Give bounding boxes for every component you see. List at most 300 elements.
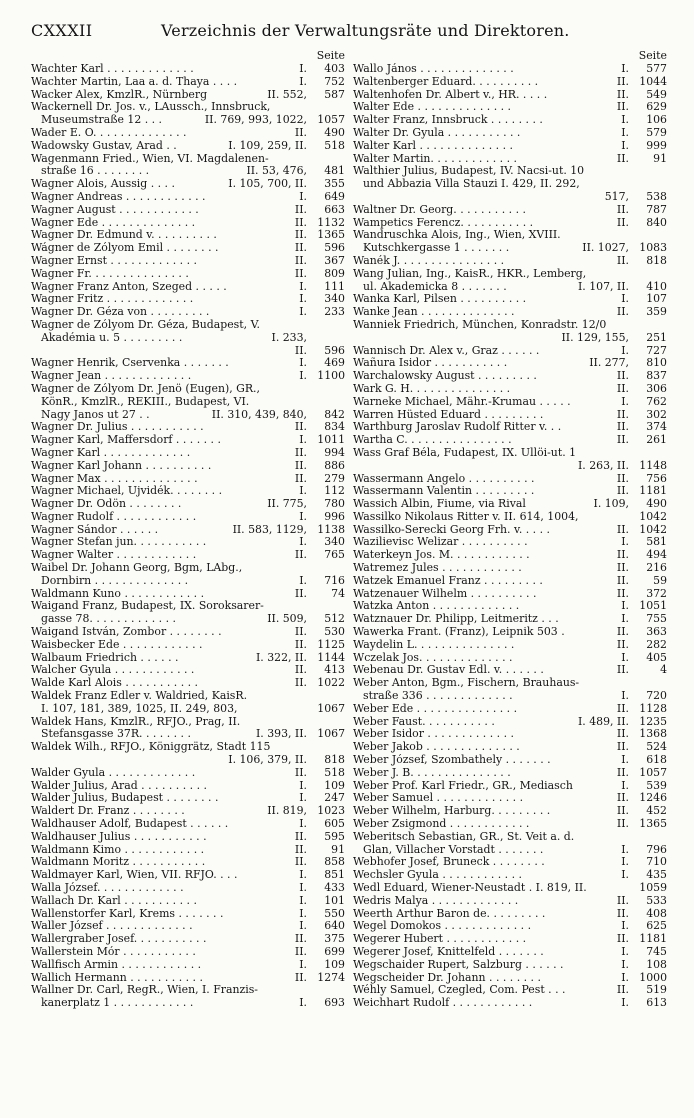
directory-entry bbox=[353, 908, 667, 921]
entry-volume-ref: II. bbox=[616, 574, 629, 587]
entry-continuation bbox=[31, 703, 345, 716]
directory-entry bbox=[31, 920, 345, 933]
entry-page: 756 bbox=[646, 472, 667, 485]
entry-volume-ref: II. 310, 439, 840, bbox=[211, 408, 307, 421]
directory-entry bbox=[31, 524, 345, 537]
entry-page: 538 bbox=[646, 190, 667, 203]
entry-continuation bbox=[31, 165, 345, 178]
entry-volume-ref: I. bbox=[299, 293, 307, 306]
entry-volume-ref: II. bbox=[616, 792, 629, 805]
entry-volume-ref: I. bbox=[621, 536, 629, 549]
directory-entry bbox=[31, 485, 345, 498]
entry-name: Wágner de Zólyom Emil . . . . . . . . bbox=[31, 242, 219, 255]
entry-name: Wagner Karl . . . . . . . . . . . . . bbox=[31, 446, 191, 459]
directory-entry bbox=[31, 664, 345, 677]
directory-entry bbox=[353, 268, 667, 281]
entry-name: Wadowsky Gustav, Arad . . bbox=[31, 139, 177, 152]
directory-entry bbox=[353, 76, 667, 89]
entry-volume-ref: I. bbox=[299, 510, 307, 523]
entry-name: Waibel Dr. Johann Georg, Bgm, LAbg., bbox=[31, 562, 243, 575]
entry-page: 996 bbox=[324, 510, 345, 523]
entry-volume-ref: I. bbox=[621, 126, 629, 139]
entry-continuation bbox=[353, 178, 667, 191]
directory-entry bbox=[353, 716, 667, 729]
entry-page: 837 bbox=[646, 370, 667, 383]
directory-entry bbox=[31, 767, 345, 780]
entry-page: 587 bbox=[324, 88, 345, 101]
page-title: Verzeichnis der Verwaltungsräte und Direktoren. bbox=[161, 21, 570, 40]
directory-entry bbox=[353, 473, 667, 486]
directory-entry bbox=[353, 255, 667, 268]
entry-name: Waldmann Kimo . . . . . . . . . . . . bbox=[31, 843, 205, 856]
directory-entry bbox=[353, 498, 667, 511]
entry-page: 745 bbox=[646, 945, 667, 958]
entry-volume-ref: II. bbox=[616, 101, 629, 114]
entry-name: Warneke Michael, Mähr.-Krumau . . . . . bbox=[353, 395, 571, 408]
directory-entry bbox=[353, 165, 667, 178]
entry-name: Wedris Malya . . . . . . . . . . . . . bbox=[353, 894, 519, 907]
entry-name: Warthburg Jaroslav Rudolf Ritter v. . . bbox=[353, 421, 562, 434]
entry-name: Wazilievisc Welizar . . . . . . . . . . bbox=[353, 536, 528, 549]
entry-volume-ref: II. 509, bbox=[267, 613, 307, 626]
entry-name: Wegscheider Dr. Johann . . . . . . . . bbox=[353, 971, 541, 984]
entry-page: 550 bbox=[324, 907, 345, 920]
entry-volume-ref: II. bbox=[616, 408, 629, 421]
directory-entry bbox=[31, 140, 345, 153]
entry-volume-ref: I. bbox=[621, 856, 629, 869]
directory-entry bbox=[353, 357, 667, 370]
entry-name: Watzka Anton . . . . . . . . . . . . . bbox=[353, 600, 520, 613]
entry-page: 469 bbox=[324, 357, 345, 370]
directory-entry bbox=[31, 242, 345, 255]
entry-continuation bbox=[31, 754, 345, 767]
entry-page: 595 bbox=[324, 830, 345, 843]
entry-page: 1067 bbox=[317, 728, 345, 741]
entry-page: 112 bbox=[324, 485, 345, 498]
entry-name: Walcher Gyula . . . . . . . . . . . . bbox=[31, 664, 195, 677]
directory-entry bbox=[353, 972, 667, 985]
entry-volume-ref: II. 583, 1129, bbox=[232, 523, 307, 536]
entry-volume-ref: I. bbox=[299, 306, 307, 319]
entry-name: Wagner Fr. . . . . . . . . . . . . . . bbox=[31, 267, 189, 280]
entry-volume-ref: I. bbox=[621, 997, 629, 1010]
entry-volume-ref: I. bbox=[621, 843, 629, 856]
entry-page: 840 bbox=[646, 216, 667, 229]
entry-name: Wachter Karl . . . . . . . . . . . . . bbox=[31, 63, 194, 75]
directory-entry bbox=[31, 626, 345, 639]
directory-entry bbox=[353, 780, 667, 793]
entry-continuation bbox=[353, 281, 667, 294]
entry-name: Wallfisch Armin . . . . . . . . . . . . bbox=[31, 958, 202, 971]
entry-name: Watznauer Dr. Philipp, Leitmeritz . . . bbox=[353, 613, 559, 626]
left-column bbox=[31, 48, 345, 1010]
entry-volume-ref: I. bbox=[299, 907, 307, 920]
entry-volume-ref: I. bbox=[621, 869, 629, 882]
directory-entry bbox=[31, 473, 345, 486]
entry-name: Waldek Hans, KmzlR., RFJO., Prag, II. bbox=[31, 715, 241, 728]
entry-volume-ref: I. 109, bbox=[593, 498, 629, 511]
directory-entry bbox=[353, 639, 667, 652]
entry-name: Wassilko Nikolaus Ritter v. II. 614, 1004, bbox=[353, 510, 579, 523]
entry-name: Wachter Martin, Laa a. d. Thaya . . . . bbox=[31, 75, 238, 88]
directory-entry bbox=[353, 434, 667, 447]
columns bbox=[31, 48, 668, 1010]
entry-name: Wallergraber Josef. . . . . . . . . . . bbox=[31, 933, 207, 946]
directory-entry bbox=[31, 460, 345, 473]
directory-entry bbox=[31, 818, 345, 831]
directory-entry bbox=[31, 127, 345, 140]
directory-entry bbox=[31, 549, 345, 562]
entry-page: 359 bbox=[646, 306, 667, 319]
directory-entry bbox=[31, 281, 345, 294]
entry-page: 107 bbox=[646, 293, 667, 306]
entry-page: 519 bbox=[646, 984, 667, 997]
entry-name: Wagner Dr. Ödön . . . . . . . . bbox=[31, 498, 182, 511]
entry-page: 403 bbox=[324, 63, 345, 75]
entry-volume-ref: II. bbox=[294, 459, 307, 472]
entry-volume-ref: II. bbox=[294, 254, 307, 267]
entry-name: Wanék J. . . . . . . . . . . . . . . . bbox=[353, 254, 505, 267]
entry-name: Wassermann Valentin . . . . . . . . . bbox=[353, 485, 535, 498]
entry-name: Waigand Franz, Budapest, IX. Soroksarer- bbox=[31, 600, 264, 613]
directory-entry bbox=[353, 984, 667, 997]
entry-name: Walder Julius, Budapest . . . . . . . . bbox=[31, 792, 219, 805]
entry-continuation bbox=[353, 332, 667, 345]
directory-entry bbox=[353, 588, 667, 601]
directory-entry bbox=[353, 114, 667, 127]
entry-name: Wark G. H. . . . . . . . . . . . . . . bbox=[353, 382, 511, 395]
entry-name: Walde Karl Alois . . . . . . . . . . . bbox=[31, 677, 199, 690]
entry-volume-ref: I. 263, II. bbox=[577, 459, 629, 472]
directory-entry bbox=[31, 562, 345, 575]
entry-page: 1042 bbox=[639, 523, 667, 536]
entry-page: 780 bbox=[324, 498, 345, 511]
entry-page: 363 bbox=[646, 626, 667, 639]
entry-volume-ref: II. bbox=[616, 523, 629, 536]
entry-page: 720 bbox=[646, 690, 667, 703]
entry-name: Waltner Dr. Georg. . . . . . . . . . . bbox=[353, 203, 526, 216]
entry-page: 1057 bbox=[639, 766, 667, 779]
right-column bbox=[353, 48, 667, 1010]
entry-volume-ref: I. bbox=[299, 190, 307, 203]
entry-volume-ref: I. bbox=[299, 894, 307, 907]
entry-name: Waldmann Moritz . . . . . . . . . . . bbox=[31, 856, 206, 869]
directory-entry bbox=[353, 89, 667, 102]
directory-entry bbox=[353, 600, 667, 613]
entry-name: Kutschkergasse 1 . . . . . . . bbox=[363, 242, 510, 255]
entry-volume-ref: II. 819, bbox=[267, 805, 307, 818]
entry-name: Watzek Emanuel Franz . . . . . . . . . bbox=[353, 574, 543, 587]
entry-volume-ref: II. bbox=[616, 75, 629, 88]
entry-volume-ref: II. bbox=[616, 818, 629, 831]
entry-volume-ref: II. 769, 993, 1022, bbox=[204, 114, 307, 127]
directory-entry bbox=[31, 652, 345, 665]
entry-continuation bbox=[353, 191, 667, 204]
directory-entry bbox=[353, 741, 667, 754]
directory-entry bbox=[31, 191, 345, 204]
directory-entry bbox=[31, 780, 345, 793]
entry-page: 524 bbox=[646, 741, 667, 754]
entry-name: Warren Hüsted Eduard . . . . . . . . . bbox=[353, 408, 544, 421]
directory-entry bbox=[353, 101, 667, 114]
entry-volume-ref: II. bbox=[294, 216, 307, 229]
entry-name: Wallo János . . . . . . . . . . . . . . bbox=[353, 63, 514, 75]
directory-entry bbox=[353, 370, 667, 383]
entry-name: Walthier Julius, Budapest, IV. Nacsi-ut. 10 bbox=[353, 165, 585, 178]
directory-entry bbox=[353, 293, 667, 306]
directory-entry bbox=[353, 396, 667, 409]
entry-name: Wagner Karl, Maffersdorf . . . . . . . bbox=[31, 434, 221, 447]
entry-name: Wader E. O. . . . . . . . . . . . . . bbox=[31, 126, 187, 139]
directory-entry bbox=[353, 345, 667, 358]
entry-volume-ref: I. bbox=[621, 395, 629, 408]
entry-volume-ref: I. bbox=[621, 651, 629, 664]
directory-entry bbox=[353, 831, 667, 844]
entry-name: Wagner Andreas . . . . . . . . . . . . bbox=[31, 190, 206, 203]
entry-name: Wagner de Zólyom Dr. Géza, Budapest, V. bbox=[31, 318, 260, 331]
entry-page: 549 bbox=[646, 88, 667, 101]
directory-entry bbox=[31, 946, 345, 959]
entry-page: 755 bbox=[646, 613, 667, 626]
entry-volume-ref: II. 775, bbox=[267, 498, 307, 511]
entry-continuation bbox=[31, 728, 345, 741]
entry-name: Weber Ede . . . . . . . . . . . . . . . bbox=[353, 702, 518, 715]
entry-name: Wanka Karl, Pilsen . . . . . . . . . . bbox=[353, 293, 527, 306]
entry-page: 1125 bbox=[317, 638, 345, 651]
entry-volume-ref: II. bbox=[294, 830, 307, 843]
directory-entry bbox=[353, 421, 667, 434]
entry-volume-ref: I. bbox=[299, 920, 307, 933]
directory-entry bbox=[353, 549, 667, 562]
entry-page: 539 bbox=[646, 779, 667, 792]
entry-volume-ref: I. 106, 379, II. bbox=[228, 754, 307, 767]
entry-volume-ref: II. bbox=[616, 562, 629, 575]
entry-name: Akadémia u. 5 . . . . . . . . . bbox=[41, 331, 183, 344]
entry-page: 282 bbox=[646, 638, 667, 651]
directory-entry bbox=[31, 805, 345, 818]
entry-name: Weber Faust. . . . . . . . . . . bbox=[353, 715, 495, 728]
directory-entry bbox=[31, 370, 345, 383]
entry-page: 372 bbox=[646, 587, 667, 600]
entry-name: Wallner Dr. Carl, RegR., Wien, I. Franzis- bbox=[31, 984, 258, 997]
entry-name: Weichhart Rudolf . . . . . . . . . . . . bbox=[353, 997, 533, 1010]
directory-entry bbox=[31, 882, 345, 895]
directory-entry bbox=[31, 677, 345, 690]
entry-volume-ref: II. bbox=[616, 626, 629, 639]
entry-name: Walter Karl . . . . . . . . . . . . . . bbox=[353, 139, 513, 152]
entry-name: Wagner Rudolf . . . . . . . . . . . . bbox=[31, 510, 197, 523]
entry-volume-ref: II. bbox=[616, 933, 629, 946]
directory-entry bbox=[353, 677, 667, 690]
entry-name: Wagner Ernst . . . . . . . . . . . . . bbox=[31, 254, 197, 267]
entry-volume-ref: I. 107, II. bbox=[577, 280, 629, 293]
directory-entry bbox=[31, 255, 345, 268]
entry-name: Wagenmann Fried., Wien, VI. Magdalenen- bbox=[31, 152, 269, 165]
entry-page: 1365 bbox=[317, 229, 345, 242]
entry-name: Wagner Alois, Aussig . . . . bbox=[31, 178, 175, 191]
entry-page: 727 bbox=[646, 344, 667, 357]
entry-name: Wagner Michael, Ujvidék. . . . . . . . bbox=[31, 485, 223, 498]
entry-name: Wagner Sándor . . . . . . bbox=[31, 523, 159, 536]
entry-page: 340 bbox=[324, 536, 345, 549]
entry-volume-ref: II. bbox=[616, 766, 629, 779]
entry-volume-ref: I. 233, bbox=[271, 331, 307, 344]
entry-page: 809 bbox=[324, 267, 345, 280]
directory-entry bbox=[353, 703, 667, 716]
directory-entry bbox=[353, 524, 667, 537]
entry-continuation bbox=[31, 997, 345, 1010]
entry-name: straße 16 . . . . . . . . bbox=[41, 165, 150, 178]
directory-entry bbox=[353, 895, 667, 908]
entry-volume-ref: II. bbox=[294, 472, 307, 485]
directory-entry bbox=[31, 319, 345, 332]
entry-page: 1138 bbox=[317, 523, 345, 536]
directory-entry bbox=[353, 805, 667, 818]
entry-volume-ref: I. bbox=[299, 574, 307, 587]
entry-page: 710 bbox=[646, 856, 667, 869]
entry-volume-ref: I. bbox=[621, 600, 629, 613]
entry-page: 261 bbox=[646, 434, 667, 447]
directory-entry bbox=[353, 920, 667, 933]
page-number: CXXXII bbox=[31, 21, 93, 40]
directory-entry bbox=[353, 204, 667, 217]
directory-entry bbox=[353, 229, 667, 242]
directory-entry bbox=[353, 818, 667, 831]
entry-page: 1000 bbox=[639, 971, 667, 984]
entry-page: 91 bbox=[331, 843, 345, 856]
entry-volume-ref: II. bbox=[294, 587, 307, 600]
entry-continuation bbox=[31, 332, 345, 345]
entry-volume-ref: II. 552, bbox=[267, 88, 307, 101]
entry-page: 530 bbox=[324, 626, 345, 639]
entry-volume-ref: II. bbox=[294, 638, 307, 651]
directory-entry bbox=[353, 383, 667, 396]
entry-page: 490 bbox=[324, 126, 345, 139]
entry-name: Wegerer Hubert . . . . . . . . . . . . bbox=[353, 933, 527, 946]
entry-volume-ref: I. bbox=[621, 754, 629, 767]
entry-page: 1181 bbox=[639, 933, 667, 946]
entry-name: Weerth Arthur Baron de. . . . . . . . . bbox=[353, 907, 546, 920]
entry-name: Wass Graf Béla, Fudapest, IX. Üllöi-ut. 1 bbox=[353, 446, 577, 459]
entry-name: Walter Martin. . . . . . . . . . . . . bbox=[353, 152, 517, 165]
entry-page: 818 bbox=[324, 754, 345, 767]
entry-volume-ref: I. bbox=[621, 920, 629, 933]
entry-name: Waltenberger Eduard. . . . . . . . . . bbox=[353, 75, 539, 88]
entry-page: 340 bbox=[324, 293, 345, 306]
entry-name: Waisbecker Ede . . . . . . . . . . . . bbox=[31, 638, 203, 651]
directory-entry bbox=[353, 575, 667, 588]
entry-page: 613 bbox=[646, 997, 667, 1010]
entry-page: 1132 bbox=[317, 216, 345, 229]
directory-entry bbox=[31, 588, 345, 601]
entry-page: 1128 bbox=[639, 702, 667, 715]
entry-name: Walla József. . . . . . . . . . . . . bbox=[31, 882, 184, 894]
directory-entry bbox=[353, 767, 667, 780]
entry-name: Wagner Dr. Géza von . . . . . . . . . bbox=[31, 306, 210, 319]
directory-entry bbox=[353, 754, 667, 767]
entry-volume-ref: I. bbox=[299, 434, 307, 447]
entry-name: Wagner Ede . . . . . . . . . . . . . . bbox=[31, 216, 196, 229]
entry-page: 1042 bbox=[639, 510, 667, 523]
entry-volume-ref: II. bbox=[294, 126, 307, 139]
seite-label: Seite bbox=[638, 49, 667, 62]
entry-continuation bbox=[353, 690, 667, 703]
entry-page: 490 bbox=[646, 498, 667, 511]
entry-volume-ref: II. bbox=[616, 549, 629, 562]
entry-volume-ref: II. bbox=[616, 741, 629, 754]
entry-page: 374 bbox=[646, 421, 667, 434]
directory-entry bbox=[31, 447, 345, 460]
entry-page: 408 bbox=[646, 907, 667, 920]
entry-name: Wawerka Frant. (Franz), Leipnik 503 . bbox=[353, 626, 565, 639]
entry-page: 640 bbox=[324, 920, 345, 933]
entry-name: Waldek Wilh., RFJO., Königgrätz, Stadt 115 bbox=[31, 741, 271, 754]
entry-page: 109 bbox=[324, 958, 345, 971]
directory-entry bbox=[353, 613, 667, 626]
entry-volume-ref: II. bbox=[294, 421, 307, 434]
entry-name: Wassich Albin, Fiume, via Rival bbox=[353, 498, 526, 511]
entry-name: Weber Jakob . . . . . . . . . . . . . . bbox=[353, 741, 520, 754]
entry-volume-ref: I. bbox=[621, 779, 629, 792]
entry-page: 375 bbox=[324, 933, 345, 946]
directory-entry bbox=[31, 357, 345, 370]
directory-entry bbox=[31, 204, 345, 217]
entry-page: 1100 bbox=[317, 370, 345, 383]
entry-page: 512 bbox=[324, 613, 345, 626]
entry-name: Wegerer Josef, Knittelfeld . . . . . . . bbox=[353, 945, 544, 958]
entry-name: Wéhly Samuel, Czegled, Com. Pest . . . bbox=[353, 984, 566, 997]
directory-entry bbox=[31, 101, 345, 114]
entry-volume-ref: II. bbox=[294, 856, 307, 869]
directory-entry bbox=[353, 997, 667, 1010]
entry-volume-ref: II. bbox=[616, 152, 629, 165]
entry-name: kanerplatz 1 . . . . . . . . . . . . bbox=[41, 997, 194, 1010]
entry-page: 625 bbox=[646, 920, 667, 933]
directory-entry bbox=[31, 268, 345, 281]
entry-name: Wegschaider Rupert, Salzburg . . . . . . bbox=[353, 958, 564, 971]
entry-page: 765 bbox=[324, 549, 345, 562]
entry-volume-ref: II. bbox=[616, 907, 629, 920]
entry-volume-ref: II. bbox=[616, 88, 629, 101]
entry-volume-ref: I. 393, II. bbox=[255, 728, 307, 741]
entry-volume-ref: I. 489, II. bbox=[577, 715, 629, 728]
entry-continuation bbox=[31, 409, 345, 422]
entry-name: Wagner de Zólyom Dr. Jenö (Eugen), GR., bbox=[31, 382, 260, 395]
entry-name: Wackernell Dr. Jos. v., LAussch., Innsbruck, bbox=[31, 101, 271, 114]
entry-volume-ref: II. bbox=[616, 485, 629, 498]
entry-name: Wacker Alex, KmzlR., Nürnberg bbox=[31, 88, 208, 101]
directory-entry bbox=[31, 511, 345, 524]
entry-name: Weber J. B. . . . . . . . . . . . . . . bbox=[353, 766, 511, 779]
entry-volume-ref: II. bbox=[616, 216, 629, 229]
entry-volume-ref: I. bbox=[299, 958, 307, 971]
entry-page: 762 bbox=[646, 395, 667, 408]
entry-continuation bbox=[353, 844, 667, 857]
directory-entry bbox=[31, 844, 345, 857]
entry-page: 216 bbox=[646, 562, 667, 575]
entry-volume-ref: I. bbox=[299, 63, 307, 75]
entry-name: Weber Isidor . . . . . . . . . . . . . bbox=[353, 728, 514, 741]
directory-entry bbox=[31, 306, 345, 319]
directory-entry bbox=[31, 293, 345, 306]
entry-name: Wagner Jean . . . . . . . . . . . . . bbox=[31, 370, 192, 383]
entry-page: 1011 bbox=[317, 434, 345, 447]
entry-volume-ref: II. bbox=[616, 638, 629, 651]
entry-name: Wagner Walter . . . . . . . . . . . . bbox=[31, 549, 197, 562]
directory-entry bbox=[31, 792, 345, 805]
entry-name: Walbaum Friedrich . . . . . . bbox=[31, 651, 179, 664]
entry-page: 842 bbox=[324, 408, 345, 421]
